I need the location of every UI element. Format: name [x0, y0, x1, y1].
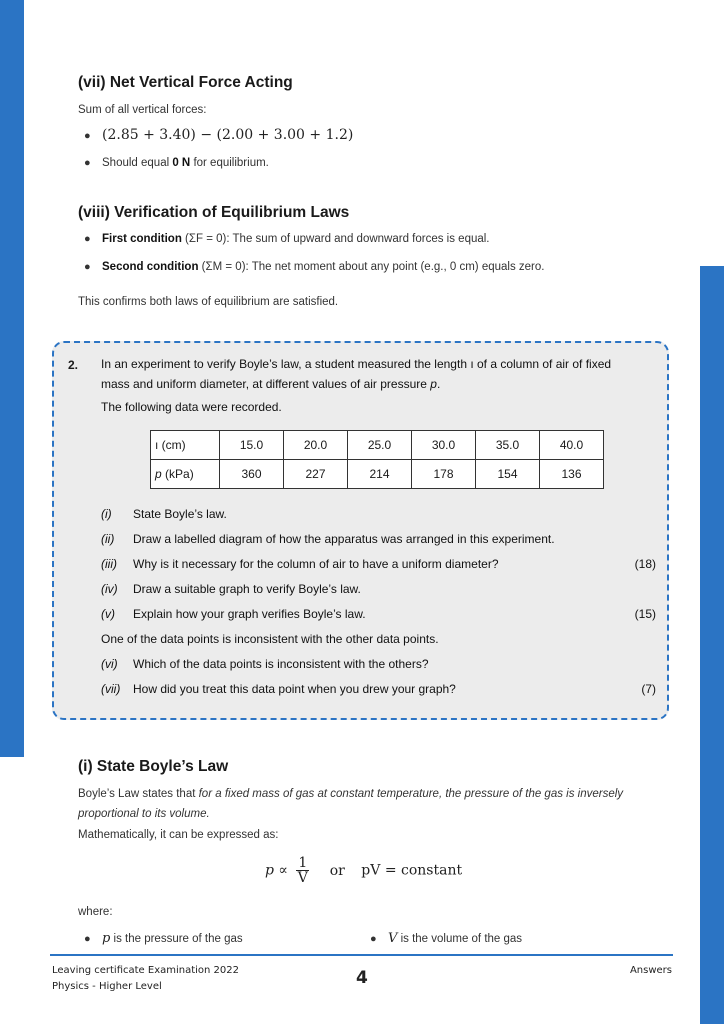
part-number: (iii): [101, 557, 117, 571]
part-text: Explain how your graph verifies Boyle’s law.: [133, 607, 366, 621]
formula-right: pV = constant: [361, 862, 463, 879]
table-cell: 178: [412, 460, 476, 489]
bullet-text: for equilibrium.: [190, 157, 269, 169]
left-accent-bar: [0, 0, 24, 757]
part-text: Draw a suitable graph to verify Boyle’s law.: [133, 582, 361, 596]
boyles-law-formula: [265, 856, 462, 885]
bullet-text: Should equal: [102, 157, 173, 169]
bullet-force-sum: [84, 127, 353, 143]
table-cell: 40.0: [540, 431, 604, 460]
bullet-first-condition: [84, 233, 490, 245]
conclusion-text: This confirms both laws of equilibrium are satisfied.: [78, 296, 339, 308]
fraction-denominator: V: [297, 870, 308, 886]
part-number: (iv): [101, 582, 118, 596]
part-text: State Boyle’s law.: [133, 507, 227, 521]
bullet-dot: ●: [370, 933, 377, 945]
table-row-pressure: [151, 460, 604, 489]
question-text: .: [436, 377, 441, 391]
answer-text: Boyle’s Law states that: [78, 788, 199, 800]
table-cell: 30.0: [412, 431, 476, 460]
footer-exam-title: Leaving certificate Examination 2022: [52, 965, 240, 976]
bullet-second-condition: [84, 261, 544, 273]
inconsistent-note: One of the data points is inconsistent with the other data points.: [101, 632, 439, 646]
footer-subject: Physics - Higher Level: [52, 981, 162, 992]
part-number: (v): [101, 607, 115, 621]
bullet-equilibrium: [84, 157, 269, 169]
question-number: 2.: [68, 358, 79, 372]
answer-paragraph-cont: [78, 808, 210, 820]
unit-label: (kPa): [161, 467, 194, 481]
row-label-pressure: [151, 460, 220, 489]
pressure-variable: p: [155, 467, 162, 481]
data-table: [150, 430, 604, 489]
bullet-dot: ●: [84, 130, 91, 142]
bullet-dot: ●: [84, 157, 91, 169]
answer-paragraph: [78, 788, 623, 800]
row-label-length: ı (cm): [151, 431, 220, 460]
footer-divider: [50, 954, 673, 956]
bullet-text: (ΣM = 0): The net moment about any point (e.g., 0 cm) equals zero.: [198, 261, 545, 273]
bullet-dot: ●: [84, 233, 91, 245]
table-cell: 20.0: [284, 431, 348, 460]
right-accent-bar: [700, 266, 724, 1024]
table-row-length: [151, 431, 604, 460]
part-text: Draw a labelled diagram of how the apparatus was arranged in this experiment.: [133, 532, 555, 546]
table-cell: 227: [284, 460, 348, 489]
bullet-dot: ●: [84, 261, 91, 273]
part-i: [101, 507, 227, 521]
pressure-variable: p: [102, 931, 111, 946]
pressure-variable: p: [430, 377, 437, 391]
table-cell: 136: [540, 460, 604, 489]
where-label: where:: [78, 906, 113, 918]
force-sum-expression: (2.85 + 3.40) − (2.00 + 3.00 + 1.2): [102, 127, 354, 143]
fraction-numerator: 1: [298, 855, 308, 871]
table-cell: 154: [476, 460, 540, 489]
bullet-bold: 0 N: [172, 157, 191, 169]
part-ii: [101, 532, 555, 546]
part-vii: [101, 682, 456, 696]
definition-text: is the pressure of the gas: [110, 933, 243, 945]
volume-variable: V: [388, 931, 398, 946]
table-cell: 35.0: [476, 431, 540, 460]
marks-iii: (18): [634, 557, 656, 571]
formula-or: or: [329, 862, 345, 879]
bullet-text: (ΣF = 0): The sum of upward and downward forces is equal.: [181, 233, 490, 245]
part-number: (i): [101, 507, 112, 521]
table-cell: 15.0: [220, 431, 284, 460]
answer-italic: proportional to its volume.: [78, 808, 210, 820]
answer-math-intro: Mathematically, it can be expressed as:: [78, 829, 279, 841]
question-line-2: [101, 377, 440, 391]
question-line-3: The following data were recorded.: [101, 400, 282, 414]
table-cell: 25.0: [348, 431, 412, 460]
definition-volume: [370, 931, 522, 946]
definition-text: is the volume of the gas: [397, 933, 523, 945]
table-cell: 360: [220, 460, 284, 489]
answer-italic: for a fixed mass of gas at constant temperature, the pressure of the gas is inversely: [198, 788, 624, 800]
bullet-bold: Second condition: [102, 261, 199, 273]
section-intro: Sum of all vertical forces:: [78, 104, 207, 116]
marks-vii: (7): [641, 682, 656, 696]
footer-answers-label: Answers: [629, 965, 672, 976]
bullet-dot: ●: [84, 933, 91, 945]
table-cell: 214: [348, 460, 412, 489]
page-number: 4: [356, 968, 368, 988]
fraction: [296, 856, 309, 885]
part-number: (vii): [101, 682, 121, 696]
part-vi: [101, 657, 429, 671]
part-text: How did you treat this data point when you drew your graph?: [133, 682, 456, 696]
part-iv: [101, 582, 361, 596]
part-text: Which of the data points is inconsistent with the others?: [133, 657, 429, 671]
part-number: (vi): [101, 657, 118, 671]
formula-left: p ∝: [265, 862, 288, 879]
part-v: [101, 607, 366, 621]
section-heading-verification: (viii) Verification of Equilibrium Laws: [78, 204, 350, 221]
part-iii: [101, 557, 499, 571]
part-text: Why is it necessary for the column of air to have a uniform diameter?: [133, 557, 499, 571]
question-line-1: In an experiment to verify Boyle’s law, a student measured the length ı of a column of air of fixed: [101, 357, 612, 371]
marks-v: (15): [634, 607, 656, 621]
answer-heading: (i) State Boyle’s Law: [78, 758, 229, 775]
definition-pressure: [84, 931, 243, 946]
part-number: (ii): [101, 532, 115, 546]
question-text: mass and uniform diameter, at different values of air pressure: [101, 377, 431, 391]
bullet-bold: First condition: [102, 233, 182, 245]
section-heading-net-vertical-force: (vii) Net Vertical Force Acting: [78, 74, 293, 91]
